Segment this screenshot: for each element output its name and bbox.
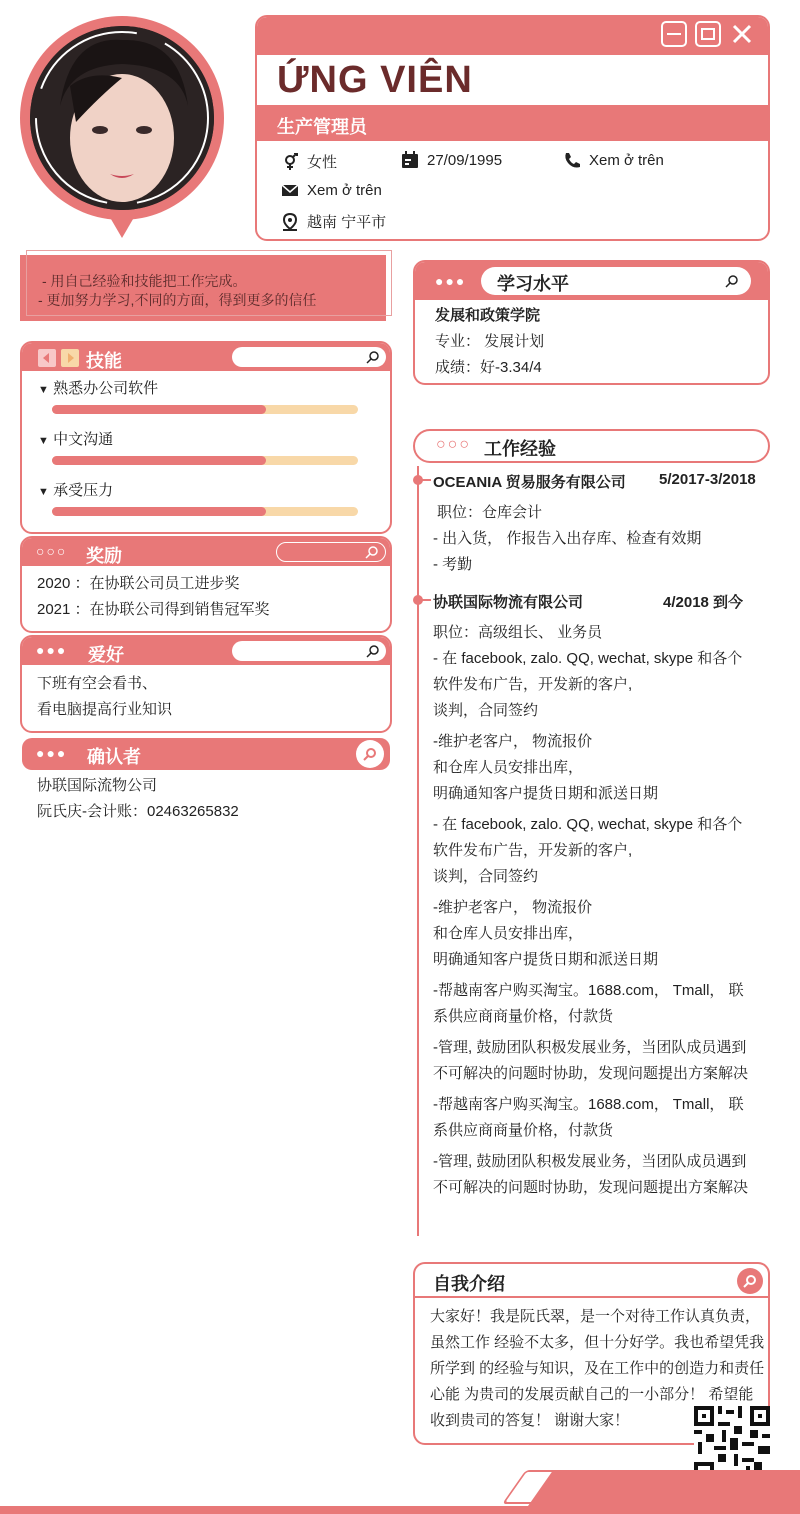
job-detail-line: -管理, 鼓励团队积极发展业务，当团队成员遇到 [433,1153,747,1170]
job-detail-line: 职位：仓库会计 [437,504,543,521]
about-search-button[interactable] [737,1268,763,1294]
close-icon[interactable] [729,21,755,47]
skill-bar-fill [52,405,266,414]
skill-name: 中文沟通 [53,431,114,448]
company-name: OCEANIA 贸易服务有限公司 [433,474,626,491]
gender-item [281,151,337,172]
education-card [413,260,770,385]
awards-search[interactable] [276,542,386,562]
timeline-connector [419,479,431,481]
skill-bar [52,507,358,516]
job-detail-line: - 出入货， 作报告入出存库、检查有效期 [433,530,702,547]
footer-band [0,1506,800,1514]
email-item [281,181,382,199]
search-icon [363,747,377,761]
hobby-item: 看电脑提高行业知识 [37,701,173,718]
education-dots: ●●● [435,273,467,289]
phone-value: Xem ở trên [589,151,664,169]
awards-dots: ○○○ [36,543,68,559]
birthdate-value: 27/09/1995 [427,151,503,169]
calendar-icon [401,151,419,169]
search-icon[interactable] [725,274,739,288]
education-title: 学习水平 [497,274,569,294]
skills-card [20,341,392,534]
header-card [255,15,770,241]
skill-item [38,428,113,449]
phone-item [563,151,664,169]
references-search-button[interactable] [356,740,384,768]
skill-bar [52,456,358,465]
references-title: 确认者 [87,747,141,767]
prev-arrow-icon[interactable] [38,349,56,367]
job-detail-line: 不可解决的问题时协助，发现问题提出方案解决 [433,1179,749,1196]
job-detail-line: -维护老客户， 物流报价 [433,733,593,750]
gender-icon [281,153,299,171]
about-divider [415,1296,768,1298]
experience-timeline [417,466,419,1236]
search-icon [365,545,379,559]
job-period: 4/2018 到今 [663,594,744,611]
job-detail-line: 明确通知客户提货日期和派送日期 [433,951,659,968]
about-line: 大家好！我是阮氏翠，是一个对待工作认真负责， [430,1308,761,1325]
experience-dots: ○○○ [436,436,471,453]
header-topbar [257,17,768,55]
experience-title: 工作经验 [484,439,556,459]
reference-item: 阮氏庆-会计账：02463265832 [37,803,239,820]
job-detail-line: - 在 facebook, zalo. QQ, wechat, skype 和各个 [433,816,743,833]
hobbies-card [20,635,392,733]
skill-bar-fill [52,456,266,465]
reference-item: 协联国际流物公司 [37,777,158,794]
avatar-pin [108,214,136,238]
education-grade: 成绩：好-3.34/4 [435,359,542,376]
email-value: Xem ở trên [307,181,382,199]
search-icon [743,1274,757,1288]
job-detail-line: 谈判，合同签约 [433,702,539,719]
caret-down-icon: ▼ [38,384,49,396]
birthdate-item [401,151,502,169]
hobbies-dots: ●●● [36,642,68,658]
job-detail-line: 职位：高级组长、 业务员 [433,624,603,641]
about-line: 心能 为贵司的发展贡献自己的一小部分！ 希望能 [430,1386,754,1403]
skill-item [38,479,113,500]
hobbies-title: 爱好 [88,645,124,665]
phone-icon [563,151,581,169]
job-detail-line: - 考勤 [433,556,473,573]
job-detail-line: -管理, 鼓励团队积极发展业务，当团队成员遇到 [433,1039,747,1056]
avatar [30,26,214,210]
job-detail-line: 不可解决的问题时协助，发现问题提出方案解决 [433,1065,749,1082]
job-title: 生产管理员 [277,117,367,137]
candidate-name: ỨNG VIÊN [277,59,473,101]
awards-title: 奖励 [86,546,122,566]
skills-search[interactable] [232,347,386,367]
job-detail-line: -帮越南客户购买淘宝。1688.com， Tmall， 联 [433,1096,744,1113]
award-item: 2021 ：在协联公司得到销售冠军奖 [37,601,270,618]
footer-ribbon [528,1470,800,1506]
job-detail-line: 和仓库人员安排出库， [433,925,584,942]
skill-item [38,377,158,398]
award-item: 2020 ：在协联公司员工进步奖 [37,575,240,592]
job-detail-line: -帮越南客户购买淘宝。1688.com， Tmall， 联 [433,982,744,999]
skill-bar-fill [52,507,266,516]
job-detail-line: 和仓库人员安排出库， [433,759,584,776]
job-detail-line: 谈判，合同签约 [433,868,539,885]
about-line: 所学到 的经验与知识，及在工作中的创造力和责任 [430,1360,765,1377]
timeline-connector [419,599,431,601]
skill-bar [52,405,358,414]
company-name: 协联国际物流有限公司 [433,594,584,611]
maximize-icon[interactable] [695,21,721,47]
about-line: 收到贵司的答复！ 谢谢大家！ [430,1412,630,1429]
job-detail-line: 明确通知客户提货日期和派送日期 [433,785,659,802]
skill-name: 承受压力 [53,482,114,499]
minimize-icon[interactable] [661,21,687,47]
skill-name: 熟悉办公司软件 [53,380,159,397]
address-value: 越南 宁平市 [307,214,387,231]
skills-title: 技能 [86,351,122,371]
objective-line: - 更加努力学习,不同的方面，得到更多的信任 [38,292,317,308]
about-line: 虽然工作 经验不太多，但十分好学。我也希望凭我 [430,1334,765,1351]
search-icon [366,644,380,658]
job-detail-line: -维护老客户， 物流报价 [433,899,593,916]
email-icon [281,181,299,199]
job-detail-line: 软件发布广告，开发新的客户, [433,676,633,693]
awards-card [20,536,392,633]
references-header [22,738,390,770]
hobbies-search[interactable] [232,641,386,661]
hobby-item: 下班有空会看书、 [37,675,158,692]
about-title: 自我介绍 [433,1274,505,1294]
location-pin-icon [281,213,299,231]
job-detail-line: - 在 facebook, zalo. QQ, wechat, skype 和各个 [433,650,743,667]
caret-down-icon: ▼ [38,486,49,498]
job-detail-line: 系供应商商量价格，付款货 [433,1008,614,1025]
next-arrow-icon[interactable] [61,349,79,367]
job-detail-line: 系供应商商量价格，付款货 [433,1122,614,1139]
school-name: 发展和政策学院 [435,307,541,324]
caret-down-icon: ▼ [38,435,49,447]
education-major: 专业： 发展计划 [435,333,545,350]
search-icon [366,350,380,364]
job-period: 5/2017-3/2018 [659,471,756,488]
gender-value: 女性 [307,154,338,171]
objective-line: - 用自己经验和技能把工作完成。 [42,273,247,289]
job-detail-line: 软件发布广告，开发新的客户, [433,842,633,859]
references-dots: ●●● [36,745,68,761]
address-item [281,211,386,232]
